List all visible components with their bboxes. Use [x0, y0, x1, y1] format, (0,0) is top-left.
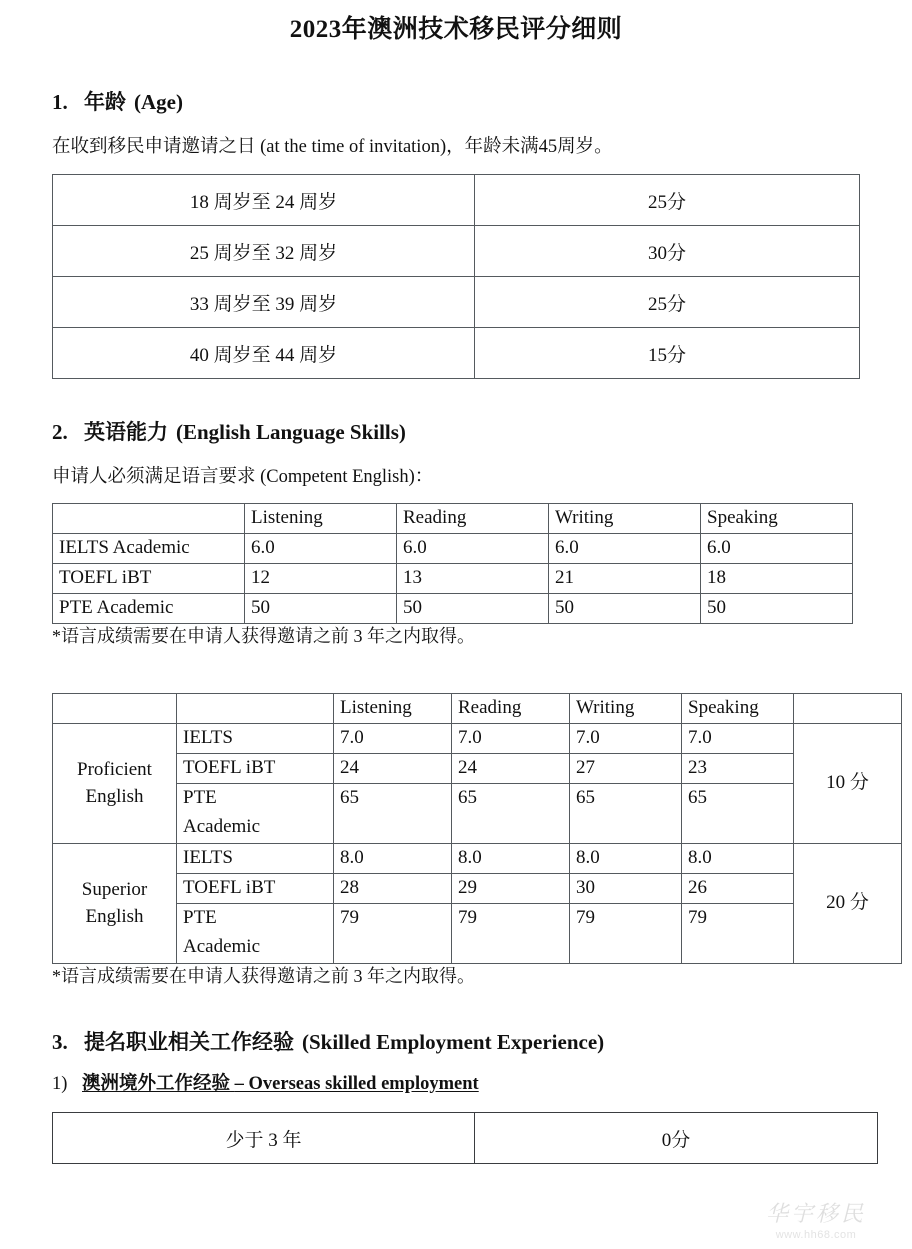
test-name-cell: PTE	[177, 903, 334, 933]
test-name-cell: TOEFL iBT	[177, 753, 334, 783]
table-row	[53, 226, 860, 277]
subsection-overseas-employment	[52, 1072, 860, 1098]
watermark-url: www.hh68.com	[775, 1229, 857, 1241]
score-cell-listening: 28	[334, 873, 452, 903]
age-points-cell: 30分	[475, 226, 860, 277]
col-header-writing: Writing	[570, 693, 682, 723]
score-cell-listening: 50	[245, 593, 397, 623]
score-cell-writing: 30	[570, 873, 682, 903]
level-name-line1: Superior	[81, 878, 148, 900]
section-number: 3.	[52, 1030, 68, 1054]
test-name-cell: PTE Academic	[53, 593, 245, 623]
subsection-label-cn: 澳洲境外工作经验	[82, 1074, 231, 1095]
score-cell-reading: 8.0	[452, 843, 570, 873]
experience-points-cell: 0分	[475, 1113, 878, 1164]
competent-english-table	[52, 503, 853, 624]
score-cell-listening: 8.0	[334, 843, 452, 873]
section-title-en: (Skilled Employment Experience)	[302, 1030, 605, 1054]
table-row	[53, 563, 853, 593]
score-cell-reading: 7.0	[452, 723, 570, 753]
empty-cell	[682, 933, 794, 964]
score-cell-speaking: 7.0	[682, 723, 794, 753]
age-range-cell: 33 周岁至 39 周岁	[53, 277, 475, 328]
proficient-superior-english-table	[52, 693, 902, 964]
level-name-line1: Proficient	[77, 758, 152, 780]
score-cell-writing: 7.0	[570, 723, 682, 753]
test-name-cell-cont: Academic	[177, 813, 334, 844]
score-cell-speaking: 50	[701, 593, 853, 623]
score-cell-listening: 6.0	[245, 533, 397, 563]
empty-cell	[452, 813, 570, 844]
table-row	[53, 933, 902, 964]
score-cell-reading: 24	[452, 753, 570, 783]
col-header-writing: Writing	[549, 503, 701, 533]
test-name-cell: PTE	[177, 783, 334, 813]
section-title-cn: 年龄	[84, 90, 126, 115]
age-points-cell: 15分	[475, 328, 860, 379]
col-header-blank-test	[177, 693, 334, 723]
col-header-speaking: Speaking	[682, 693, 794, 723]
table-row	[53, 903, 902, 933]
age-points-cell: 25分	[475, 175, 860, 226]
table-row	[53, 593, 853, 623]
score-cell-writing: 27	[570, 753, 682, 783]
section-title-en: (English Language Skills)	[176, 420, 406, 445]
english-note-1: *语言成绩需要在申请人获得邀请之前 3 年之内取得。	[52, 625, 475, 646]
age-points-cell: 25分	[475, 277, 860, 328]
section-title-cn: 提名职业相关工作经验	[84, 1030, 294, 1054]
subsection-number: 1)	[52, 1074, 68, 1095]
empty-cell	[334, 813, 452, 844]
test-name-cell: TOEFL iBT	[53, 563, 245, 593]
english-intro-text: 申请人必须满足语言要求 (Competent English)：	[52, 466, 434, 487]
score-cell-speaking: 65	[682, 783, 794, 813]
table-row	[53, 328, 860, 379]
table-row	[53, 843, 902, 873]
level-points-superior: 20 分	[794, 843, 902, 963]
empty-cell	[452, 933, 570, 964]
table-header-row	[53, 693, 902, 723]
table-row	[53, 783, 902, 813]
score-cell-writing: 21	[549, 563, 701, 593]
test-name-cell: IELTS Academic	[53, 533, 245, 563]
score-cell-speaking: 79	[682, 903, 794, 933]
section-heading-employment	[52, 1029, 860, 1056]
english-note-2: *语言成绩需要在申请人获得邀请之前 3 年之内取得。	[52, 965, 475, 986]
age-range-cell: 25 周岁至 32 周岁	[53, 226, 475, 277]
empty-cell	[334, 933, 452, 964]
col-header-reading: Reading	[452, 693, 570, 723]
table-row	[53, 175, 860, 226]
score-cell-listening: 12	[245, 563, 397, 593]
table-row	[53, 533, 853, 563]
col-header-reading: Reading	[397, 503, 549, 533]
table-header-row	[53, 503, 853, 533]
table-row	[53, 277, 860, 328]
score-cell-speaking: 8.0	[682, 843, 794, 873]
age-range-cell: 40 周岁至 44 周岁	[53, 328, 475, 379]
score-cell-listening: 24	[334, 753, 452, 783]
age-intro-text: 在收到移民申请邀请之日 (at the time of invitation)，年龄未满45周岁。	[52, 136, 613, 157]
document-page	[0, 14, 912, 1249]
score-cell-reading: 29	[452, 873, 570, 903]
col-header-blank-score	[794, 693, 902, 723]
score-cell-reading: 79	[452, 903, 570, 933]
test-name-cell: IELTS	[177, 843, 334, 873]
table-row	[53, 813, 902, 844]
score-cell-writing: 65	[570, 783, 682, 813]
test-name-cell: TOEFL iBT	[177, 873, 334, 903]
watermark-text: 华宇移民	[765, 1202, 866, 1227]
score-cell-reading: 50	[397, 593, 549, 623]
watermark	[746, 1204, 886, 1241]
level-name-proficient	[53, 723, 177, 843]
section-title-cn: 英语能力	[84, 420, 168, 445]
section-heading-age	[52, 89, 860, 116]
section-number: 2.	[52, 420, 68, 445]
score-cell-writing: 79	[570, 903, 682, 933]
page-title: 2023年澳洲技术移民评分细则	[289, 16, 623, 43]
score-cell-reading: 65	[452, 783, 570, 813]
section-number: 1.	[52, 90, 68, 115]
level-points-proficient: 10 分	[794, 723, 902, 843]
table-row	[53, 753, 902, 783]
test-name-cell-cont: Academic	[177, 933, 334, 964]
table-row	[53, 723, 902, 753]
level-name-line2: English	[85, 906, 144, 928]
table-row	[53, 873, 902, 903]
col-header-speaking: Speaking	[701, 503, 853, 533]
empty-cell	[570, 933, 682, 964]
score-cell-reading: 6.0	[397, 533, 549, 563]
score-cell-writing: 50	[549, 593, 701, 623]
col-header-listening: Listening	[245, 503, 397, 533]
col-header-blank-level	[53, 693, 177, 723]
empty-cell	[570, 813, 682, 844]
level-name-superior	[53, 843, 177, 963]
score-cell-speaking: 6.0	[701, 533, 853, 563]
score-cell-listening: 65	[334, 783, 452, 813]
score-cell-writing: 6.0	[549, 533, 701, 563]
col-header-listening: Listening	[334, 693, 452, 723]
age-points-table	[52, 174, 860, 379]
section-heading-english	[52, 419, 860, 446]
col-header-blank	[53, 503, 245, 533]
score-cell-listening: 79	[334, 903, 452, 933]
table-row	[53, 1113, 878, 1164]
score-cell-reading: 13	[397, 563, 549, 593]
age-range-cell: 18 周岁至 24 周岁	[53, 175, 475, 226]
overseas-employment-table	[52, 1112, 878, 1164]
score-cell-speaking: 23	[682, 753, 794, 783]
experience-range-cell: 少于 3 年	[53, 1113, 475, 1164]
score-cell-writing: 8.0	[570, 843, 682, 873]
score-cell-speaking: 26	[682, 873, 794, 903]
section-title-en: (Age)	[134, 90, 183, 115]
score-cell-listening: 7.0	[334, 723, 452, 753]
empty-cell	[682, 813, 794, 844]
subsection-label-en: – Overseas skilled employment	[234, 1074, 479, 1095]
test-name-cell: IELTS	[177, 723, 334, 753]
score-cell-speaking: 18	[701, 563, 853, 593]
level-name-line2: English	[85, 786, 144, 808]
